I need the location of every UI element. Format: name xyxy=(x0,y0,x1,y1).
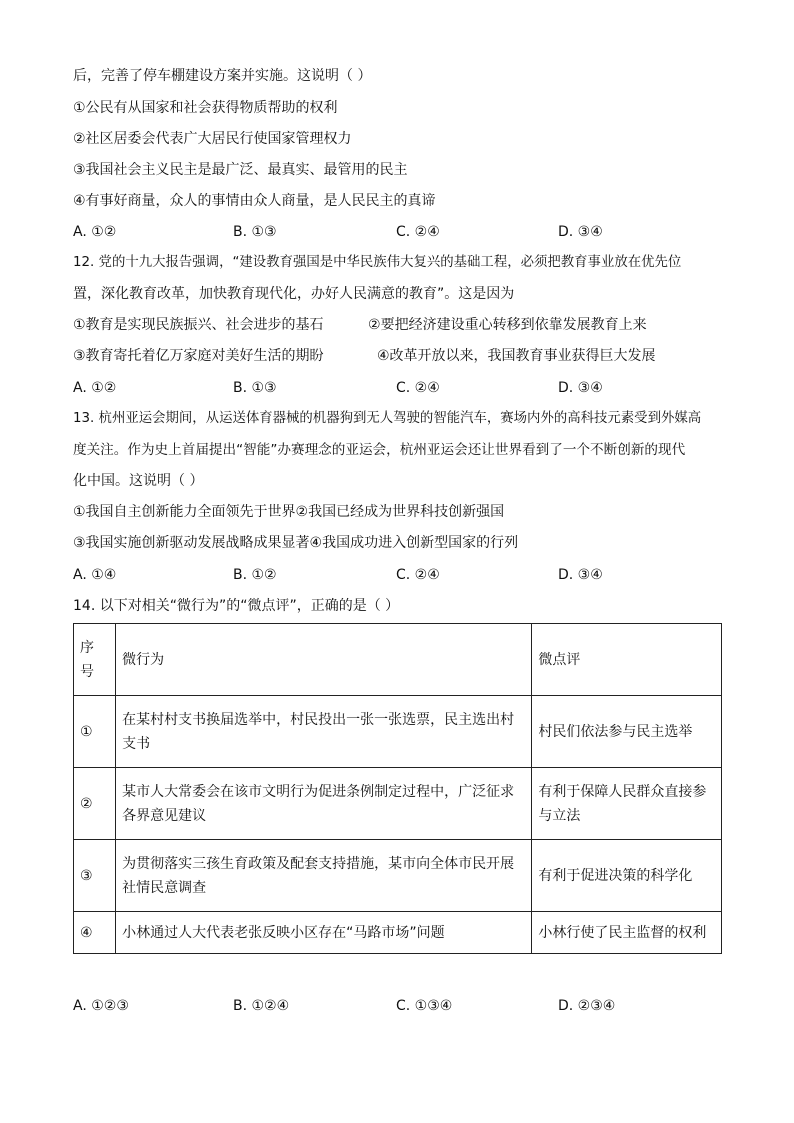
q12-stem-line-2: 置，深化教育改革，加快教育现代化，办好人民满意的教育”。这是因为 xyxy=(73,286,515,302)
table-row xyxy=(74,912,722,954)
q13-option-a[interactable]: A. ①④ xyxy=(73,567,117,583)
q12-items-row-2: ③教育寄托着亿万家庭对美好生活的期盼 ④改革开放以来，我国教育事业获得巨大发展 xyxy=(73,348,656,364)
q11-options xyxy=(73,222,733,242)
q11-item-4: ④有事好商量，众人的事情由众人商量，是人民民主的真谛 xyxy=(73,193,436,209)
header-action: 微行为 xyxy=(116,624,532,696)
q11-stem-tail: 后，完善了停车棚建设方案并实施。这说明（ ） xyxy=(73,68,372,84)
row-action xyxy=(116,912,532,954)
row-action-line-2: 支书 xyxy=(122,735,151,752)
q13-options xyxy=(73,565,733,585)
q13-stem-line-2: 度关注。作为史上首届提出“智能”办赛理念的亚运会，杭州亚运会还让世界看到了一个不断创新的现代 xyxy=(73,442,686,458)
header-comment: 微点评 xyxy=(532,624,722,696)
q14-option-d[interactable]: D. ②③④ xyxy=(558,998,616,1014)
q13-stem-line-3: 化中国。这说明（ ） xyxy=(73,473,204,489)
row-action xyxy=(116,768,532,840)
q14-table xyxy=(73,623,722,954)
q12-option-b[interactable]: B. ①③ xyxy=(233,380,277,396)
table-row xyxy=(74,696,722,768)
row-number: ③ xyxy=(74,840,116,912)
q11-option-a[interactable]: A. ①② xyxy=(73,224,117,240)
row-comment-line-1: 小林行使了民主监督的权利 xyxy=(538,924,707,941)
q11-item-1: ①公民有从国家和社会获得物质帮助的权利 xyxy=(73,100,338,116)
q13-stem-line-1: 13. 杭州亚运会期间，从运送体育器械的机器狗到无人驾驶的智能汽车，赛场内外的高科技元素受到外媒高 xyxy=(73,411,702,426)
header-number-line-1: 序 xyxy=(80,639,94,656)
q11-item-3: ③我国社会主义民主是最广泛、最真实、最管用的民主 xyxy=(73,162,408,178)
row-action-line-1: 某市人大常委会在该市文明行为促进条例制定过程中，广泛征求 xyxy=(122,783,515,800)
table-row xyxy=(74,840,722,912)
table-row xyxy=(74,768,722,840)
q13-option-c[interactable]: C. ②④ xyxy=(396,567,440,583)
row-comment xyxy=(532,912,722,954)
row-action-line-1: 小林通过人大代表老张反映小区存在“马路市场”问题 xyxy=(122,924,445,941)
q11-option-b[interactable]: B. ①③ xyxy=(233,224,277,240)
q12-items-row-1: ①教育是实现民族振兴、社会进步的基石 ②要把经济建设重心转移到依靠发展教育上来 xyxy=(73,317,647,333)
row-number: ② xyxy=(74,768,116,840)
q12-option-a[interactable]: A. ①② xyxy=(73,380,117,396)
row-action-line-2: 社情民意调查 xyxy=(122,879,207,896)
q12-option-d[interactable]: D. ③④ xyxy=(558,380,603,396)
row-comment-line-2: 与立法 xyxy=(538,807,581,824)
q11-option-c[interactable]: C. ②④ xyxy=(396,224,440,240)
table-header-row xyxy=(74,624,722,696)
row-comment-line-1: 有利于促进决策的科学化 xyxy=(538,867,693,884)
row-action xyxy=(116,696,532,768)
q14-option-c[interactable]: C. ①③④ xyxy=(396,998,453,1014)
q11-item-2: ②社区居委会代表广大居民行使国家管理权力 xyxy=(73,131,352,147)
row-action-line-2: 各界意见建议 xyxy=(122,807,207,824)
q14-stem: 14. 以下对相关“微行为”的“微点评”，正确的是（ ） xyxy=(73,598,400,614)
row-comment xyxy=(532,840,722,912)
q12-stem-line-1: 12. 党的十九大报告强调，“建设教育强国是中华民族伟大复兴的基础工程，必须把教育事业放在优先位 xyxy=(73,255,682,270)
header-number xyxy=(74,624,116,696)
row-comment-line-1: 村民们依法参与民主选举 xyxy=(538,723,693,740)
q14-options xyxy=(73,996,733,1016)
row-action xyxy=(116,840,532,912)
q13-option-b[interactable]: B. ①② xyxy=(233,567,277,583)
row-number: ① xyxy=(74,696,116,768)
row-number: ④ xyxy=(74,912,116,954)
row-comment xyxy=(532,696,722,768)
q13-option-d[interactable]: D. ③④ xyxy=(558,567,603,583)
q12-option-c[interactable]: C. ②④ xyxy=(396,380,440,396)
q13-items-row-1: ①我国自主创新能力全面领先于世界②我国已经成为世界科技创新强国 xyxy=(73,504,505,520)
row-action-line-1: 在某村村支书换届选举中，村民投出一张一张选票，民主选出村 xyxy=(122,711,515,728)
header-number-line-2: 号 xyxy=(80,663,94,680)
q14-option-b[interactable]: B. ①②④ xyxy=(233,998,290,1014)
q11-option-d[interactable]: D. ③④ xyxy=(558,224,603,240)
row-comment xyxy=(532,768,722,840)
q14-option-a[interactable]: A. ①②③ xyxy=(73,998,129,1014)
row-comment-line-1: 有利于保障人民群众直接参 xyxy=(538,783,707,800)
q12-options xyxy=(73,378,733,398)
row-action-line-1: 为贯彻落实三孩生育政策及配套支持措施，某市向全体市民开展 xyxy=(122,855,515,872)
q13-items-row-2: ③我国实施创新驱动发展战略成果显著④我国成功进入创新型国家的行列 xyxy=(73,535,519,551)
